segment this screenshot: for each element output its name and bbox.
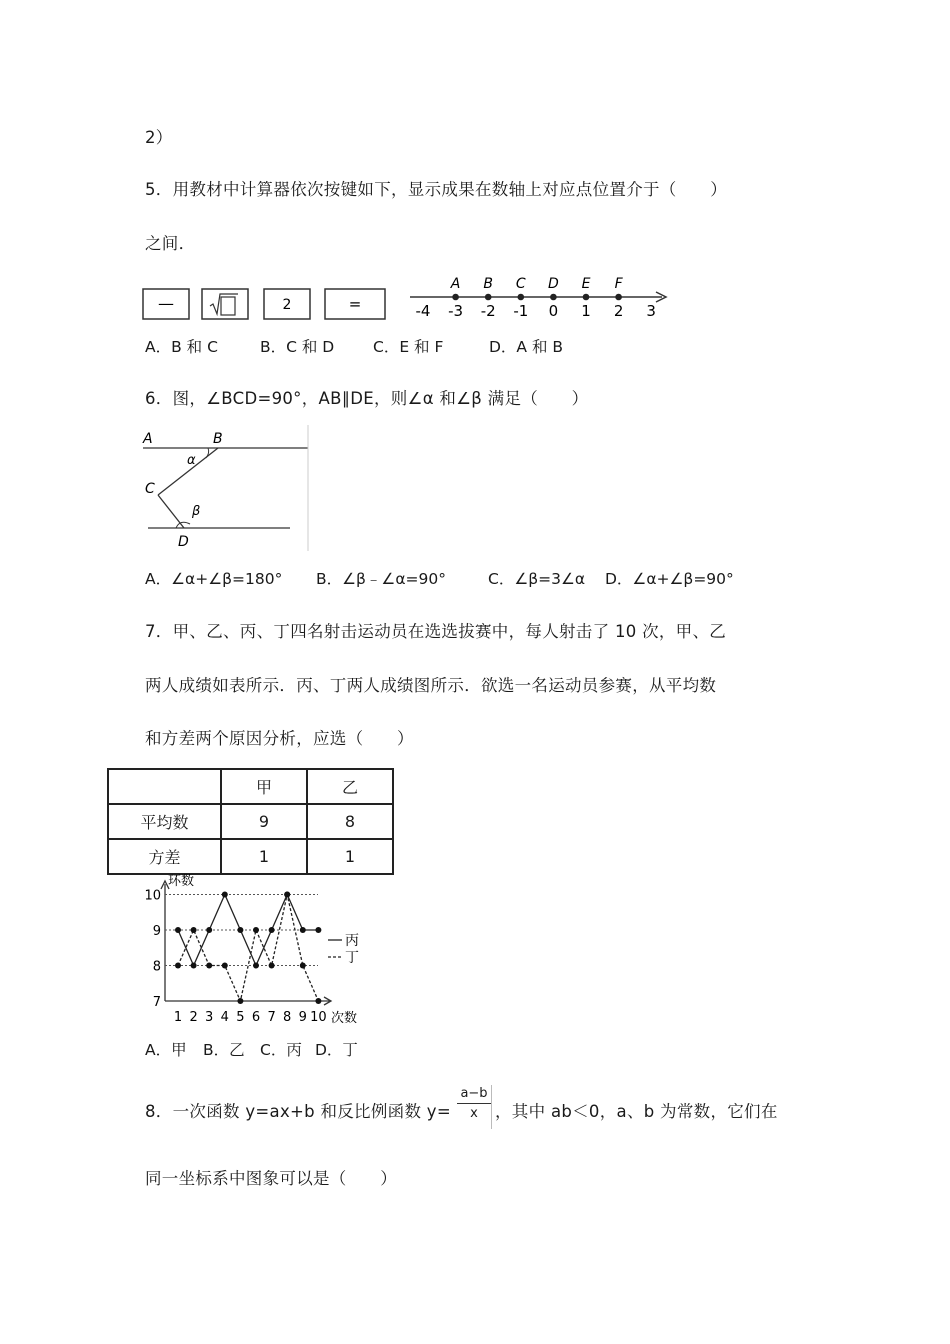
table-cell: 平均数 bbox=[108, 804, 221, 839]
number-line-point-label: F bbox=[614, 276, 623, 292]
table-cell: 9 bbox=[221, 804, 307, 839]
q5-figure bbox=[140, 270, 680, 326]
number-line-tick-label: -2 bbox=[480, 302, 496, 320]
number-line bbox=[410, 276, 666, 320]
data-point bbox=[237, 998, 243, 1004]
prev-question-tail: 2） bbox=[145, 128, 173, 147]
x-tick-label: 7 bbox=[267, 1010, 276, 1025]
q7-stem-line2: 两人成绩如表所示．丙、丁两人成绩图所示．欲选一名运动员参赛，从平均数 bbox=[145, 676, 717, 695]
x-tick-label: 2 bbox=[189, 1010, 198, 1025]
x-tick-label: 8 bbox=[283, 1010, 292, 1025]
table-cell: 1 bbox=[307, 839, 393, 874]
label-beta: β bbox=[192, 504, 201, 519]
label-a: A bbox=[143, 431, 153, 447]
data-point bbox=[191, 963, 197, 969]
score-table bbox=[107, 768, 394, 875]
y-tick-label: 8 bbox=[152, 959, 161, 975]
q6-stem: 6．图，∠BCD=90°，AB∥DE，则∠α 和∠β 满足（ ） bbox=[145, 389, 589, 408]
q5-option-c: C．E 和 F bbox=[373, 338, 444, 356]
label-c: C bbox=[145, 481, 155, 497]
number-line-tick-label: -1 bbox=[513, 302, 529, 320]
number-line-point-label: E bbox=[581, 276, 591, 292]
data-point bbox=[206, 927, 212, 933]
number-line-tick-label: -3 bbox=[448, 302, 464, 320]
data-point bbox=[253, 927, 259, 933]
q7-stem-line1: 7．甲、乙、丙、丁四名射击运动员在选选拔赛中，每人射击了 10 次，甲、乙 bbox=[145, 622, 727, 641]
calc-key-minus bbox=[143, 289, 189, 319]
data-point bbox=[206, 963, 212, 969]
table-row bbox=[108, 804, 393, 839]
label-alpha: α bbox=[187, 453, 196, 468]
svg-text:2: 2 bbox=[282, 297, 292, 313]
q6-option-c: C．∠β=3∠α bbox=[488, 570, 586, 588]
q7-option-c: C．丙 bbox=[260, 1041, 302, 1059]
q5-stem-line1: 5．用教材中计算器依次按键如下，显示成果在数轴上对应点位置介于（ ） bbox=[145, 180, 727, 199]
number-line-tick-label: -4 bbox=[415, 302, 431, 320]
number-line-point bbox=[452, 294, 459, 301]
table-cell bbox=[108, 769, 221, 804]
q6-option-b: B．∠β﹣∠α=90° bbox=[316, 570, 446, 588]
x-tick-label: 9 bbox=[298, 1010, 307, 1025]
number-line-point-label: D bbox=[548, 276, 559, 292]
y-axis-label: 环数 bbox=[168, 874, 195, 889]
data-point bbox=[300, 963, 306, 969]
label-b: B bbox=[213, 431, 223, 447]
table-cell: 乙 bbox=[307, 769, 393, 804]
number-line-point-label: A bbox=[450, 276, 461, 292]
y-tick-label: 7 bbox=[152, 995, 161, 1010]
data-point bbox=[269, 963, 275, 969]
data-point bbox=[222, 963, 228, 969]
calc-key-2 bbox=[264, 289, 310, 319]
number-line-point bbox=[550, 294, 557, 301]
data-point bbox=[284, 892, 290, 898]
number-line-tick-label: 0 bbox=[548, 302, 559, 320]
q5-option-d: D．A 和 B bbox=[489, 338, 564, 356]
x-tick-label: 3 bbox=[205, 1010, 214, 1025]
q7-option-b: B．乙 bbox=[203, 1041, 245, 1059]
table-cell: 甲 bbox=[221, 769, 307, 804]
x-axis-label: 次数 bbox=[331, 1011, 358, 1026]
q6-option-a: A．∠α+∠β=180° bbox=[145, 570, 283, 588]
data-point bbox=[315, 927, 321, 933]
table-row bbox=[108, 839, 393, 874]
y-tick-label: 9 bbox=[152, 924, 161, 939]
table-header-row bbox=[108, 769, 393, 804]
number-line-point bbox=[583, 294, 590, 301]
table-cell: 方差 bbox=[108, 839, 221, 874]
x-tick-label: 1 bbox=[173, 1010, 183, 1025]
q7-option-a: A．甲 bbox=[145, 1041, 187, 1059]
data-point bbox=[237, 927, 243, 933]
label-d: D bbox=[178, 534, 189, 550]
data-point bbox=[315, 998, 321, 1004]
svg-text:—: — bbox=[158, 294, 174, 313]
q6-figure bbox=[140, 425, 312, 551]
table-cell: 1 bbox=[221, 839, 307, 874]
data-point bbox=[175, 963, 181, 969]
calc-key-equals bbox=[325, 289, 385, 319]
q5-option-b: B．C 和 D bbox=[260, 338, 335, 356]
number-line-tick-label: 2 bbox=[613, 302, 624, 320]
q8-stem-line2: 同一坐标系中图象可以是（ ） bbox=[145, 1169, 397, 1188]
data-point bbox=[253, 963, 259, 969]
x-tick-label: 5 bbox=[236, 1010, 245, 1025]
number-line-point-label: B bbox=[483, 276, 494, 292]
data-point bbox=[300, 927, 306, 933]
q5-option-a: A．B 和 C bbox=[145, 338, 218, 356]
q5-stem-line2: 之间． bbox=[145, 234, 196, 253]
svg-text:=: = bbox=[348, 295, 362, 313]
x-tick-label: 10 bbox=[310, 1010, 327, 1025]
score-line-chart bbox=[138, 874, 370, 1026]
q7-option-d: D．丁 bbox=[315, 1041, 358, 1059]
calc-key-sqrt bbox=[202, 289, 248, 319]
legend-label: 丙 bbox=[345, 933, 359, 949]
legend-label: 丁 bbox=[345, 950, 359, 966]
x-tick-label: 4 bbox=[220, 1010, 229, 1025]
x-tick-label: 6 bbox=[251, 1010, 261, 1025]
q7-stem-line3: 和方差两个原因分析，应选（ ） bbox=[145, 729, 414, 748]
number-line-point bbox=[485, 294, 492, 301]
number-line-point bbox=[615, 294, 622, 301]
data-point bbox=[269, 927, 275, 933]
table-cell: 8 bbox=[307, 804, 393, 839]
y-tick-label: 10 bbox=[144, 888, 161, 904]
q6-option-d: D．∠α+∠β=90° bbox=[605, 570, 734, 588]
data-point bbox=[175, 927, 181, 933]
fraction bbox=[457, 1085, 492, 1129]
data-point bbox=[191, 927, 197, 933]
number-line-point-label: C bbox=[515, 276, 526, 292]
number-line-point bbox=[518, 294, 525, 301]
q8-stem-line1-post: ，其中 ab＜0，a、b 为常数，它们在 bbox=[495, 1102, 778, 1121]
fraction-numerator: a−b bbox=[457, 1085, 491, 1104]
fraction-denominator: x bbox=[470, 1106, 478, 1121]
data-point bbox=[222, 892, 228, 898]
number-line-tick-label: 3 bbox=[646, 302, 656, 320]
number-line-tick-label: 1 bbox=[581, 302, 591, 320]
q8-stem-line1-pre: 8．一次函数 y=ax+b 和反比例函数 y= bbox=[145, 1102, 451, 1121]
